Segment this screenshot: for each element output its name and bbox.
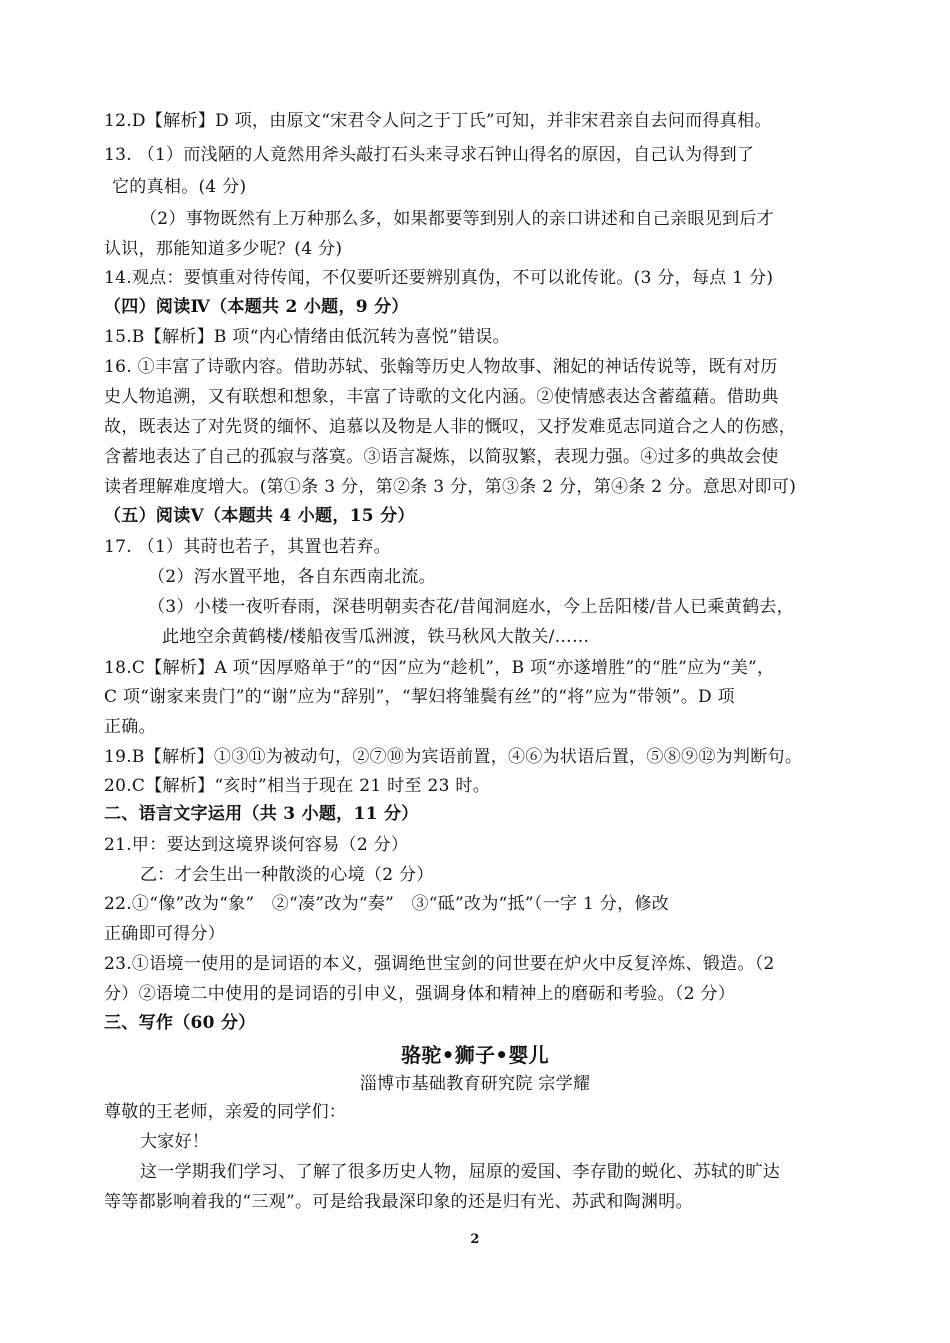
answer-18-line-3: 正确。 (104, 717, 156, 737)
section-language-heading: 二、语言文字运用（共 3 小题，11 分） (104, 804, 419, 824)
answer-17-3: （3）小楼一夜听春雨，深巷明朝卖杏花/昔闻洞庭水，今上岳阳楼/昔人已乘黄鹤去， (148, 597, 794, 617)
answer-16-line-3: 故，既表达了对先贤的缅怀、追慕以及物是人非的慨叹，又抒发难觅志同道合之人的伤感， (104, 417, 796, 437)
answer-14: 14.观点：要慎重对待传闻，不仅要听还要辨别真伪，不可以讹传讹。(3 分，每点 1 分) (104, 268, 774, 288)
answer-12: 12.D【解析】D 项，由原文“宋君令人问之于丁氏”可知，并非宋君亲自去问而得真相。 (104, 111, 772, 131)
answer-13-2-cont: 认识，那能知道多少呢？(4 分) (104, 239, 343, 259)
answer-13-1: 13. （1）而浅陋的人竟然用斧头敲打石头来寻求石钟山得名的原因，自己认为得到了 (104, 145, 755, 165)
answer-18-line-2: C 项“谢家来贵门”的“谢”应为“辞别”，“挈妇将雏鬓有丝”的“将”应为“带领”。D 项 (104, 687, 735, 707)
answer-20: 20.C【解析】“亥时”相当于现在 21 时至 23 时。 (104, 776, 491, 796)
essay-paragraph-line-2: 等等都影响着我的“三观”。可是给我最深印象的还是归有光、苏武和陶渊明。 (104, 1192, 693, 1212)
answer-21-b: 乙：才会生出一种散淡的心境（2 分） (140, 865, 434, 885)
answer-16-line-2: 史人物追溯，又有联想和想象，丰富了诗歌的文化内涵。②使情感表达含蓄蕴藉。借助典 (104, 387, 779, 407)
answer-18-line-1: 18.C【解析】A 项“因厚赂单于”的“因”应为“趁机”，B 项“亦遂增胜”的“胜”应为“美”， (104, 658, 775, 678)
answer-13-1-cont: 它的真相。(4 分) (112, 177, 247, 197)
answer-22-line-1: 22.①“像”改为“象” ②“凑”改为“奏” ③“砥”改为“抵”（一字 1 分，修改 (104, 894, 670, 914)
answer-13-2: （2）事物既然有上万种那么多，如果都要等到别人的亲口讲述和自己亲眼见到后才 (140, 209, 774, 229)
answer-16-line-5: 读者理解难度增大。(第①条 3 分，第②条 3 分，第③条 2 分，第④条 2 分。意思对即可) (104, 477, 797, 497)
answer-23-line-2: 分）②语境二中使用的是词语的引申义，强调身体和精神上的磨砺和考验。（2 分） (104, 984, 736, 1004)
essay-greeting: 大家好！ (140, 1132, 210, 1152)
answer-17-1: 17. （1）其莳也若子，其置也若弃。 (104, 537, 391, 557)
essay-author: 淄博市基础教育研究院 宗学耀 (359, 1074, 591, 1094)
page-number: 2 (470, 1232, 480, 1247)
essay-title: 骆驼•狮子•婴儿 (401, 1043, 549, 1067)
answer-21-a: 21.甲：要达到这境界谈何容易（2 分） (104, 835, 409, 855)
essay-salutation: 尊敬的王老师，亲爱的同学们： (104, 1102, 347, 1122)
answer-22-line-2: 正确即可得分） (104, 924, 226, 944)
essay-paragraph-line-1: 这一学期我们学习、了解了很多历史人物，屈原的爱国、李存勖的蜕化、苏轼的旷达 (140, 1162, 781, 1182)
answer-19: 19.B【解析】①③⑪为被动句，②⑦⑩为宾语前置，④⑥为状语后置，⑤⑧⑨⑫为判断句。 (104, 747, 803, 767)
answer-16-line-4: 含蓄地表达了自己的孤寂与落寞。③语言凝炼，以简驭繁，表现力强。④过多的典故会使 (104, 447, 779, 467)
section-reading-5-heading: （五）阅读Ⅴ（本题共 4 小题，15 分） (104, 506, 415, 526)
answer-23-line-1: 23.①语境一使用的是词语的本义，强调绝世宝剑的问世要在炉火中反复淬炼、锻造。（2 (104, 954, 775, 974)
answer-17-3-cont: 此地空余黄鹤楼/楼船夜雪瓜洲渡，铁马秋风大散关/…… (162, 627, 590, 647)
answer-17-2: （2）泻水置平地，各自东西南北流。 (148, 567, 436, 587)
answer-16-line-1: 16. ①丰富了诗歌内容。借助苏轼、张翰等历史人物故事、湘妃的神话传说等，既有对历 (104, 357, 778, 377)
section-reading-4-heading: （四）阅读Ⅳ（本题共 2 小题，9 分） (104, 297, 409, 317)
answer-15: 15.B【解析】B 项“内心情绪由低沉转为喜悦”错误。 (104, 327, 510, 347)
section-writing-heading: 三、写作（60 分） (104, 1013, 256, 1033)
